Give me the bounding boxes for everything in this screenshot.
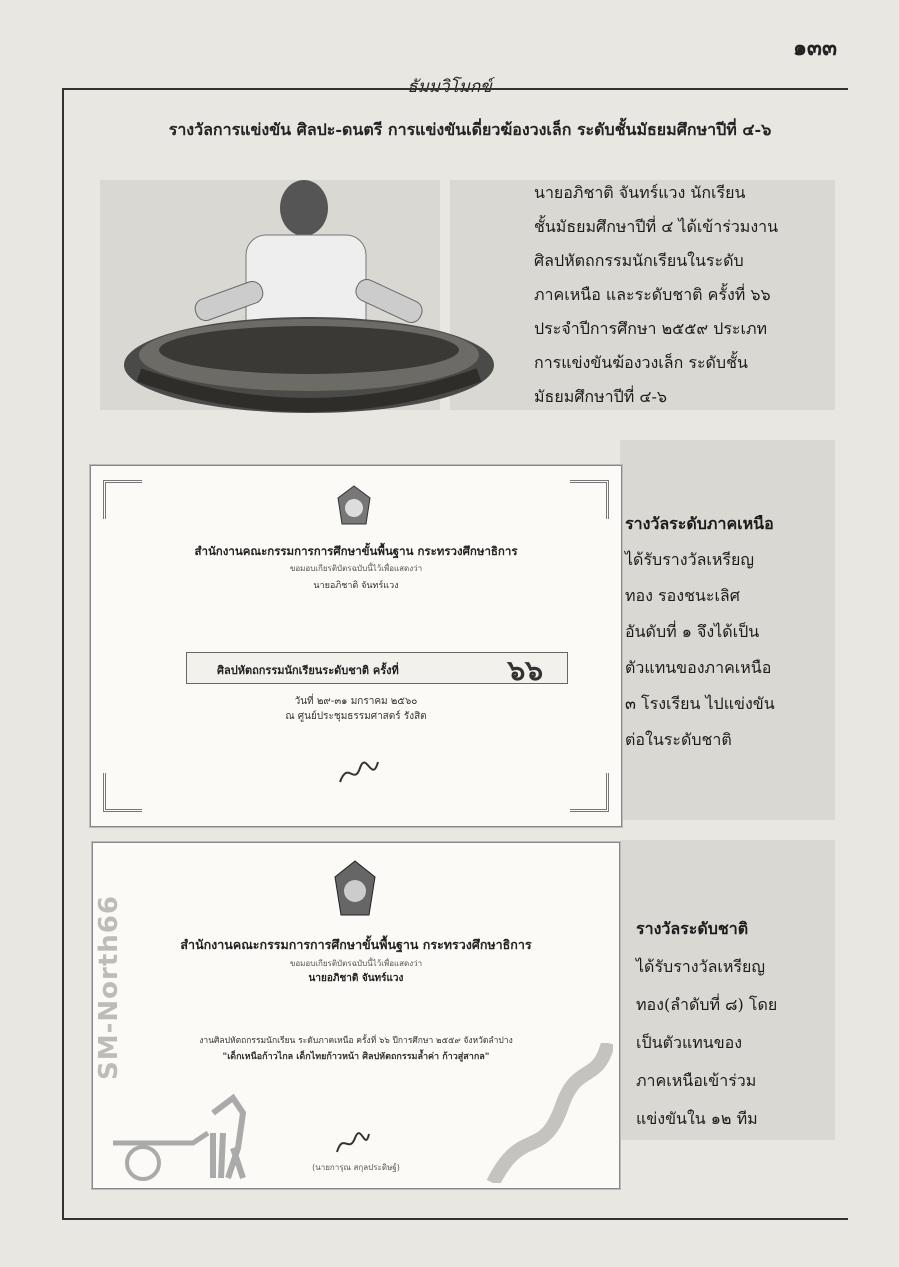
cert1-event-banner: [186, 652, 568, 687]
intro-line: ศิลปหัตถกรรมนักเรียนในระดับ: [534, 251, 744, 270]
northern-award-line: ได้รับรางวัลเหรียญ: [625, 550, 754, 569]
cert2-event: งานศิลปหัตถกรรมนักเรียน ระดับภาคเหนือ ครั้งที่ ๖๖ ปีการศึกษา ๒๕๕๙ จังหวัดลำปาง: [199, 1036, 513, 1046]
corner-ornament: [103, 480, 142, 519]
northern-award-line: ๓ โรงเรียน ไปแข่งขัน: [625, 694, 775, 713]
intro-line: ประจำปีการศึกษา ๒๕๕๙ ประเภท: [534, 319, 768, 338]
page-number: ๑๓๓: [792, 35, 837, 61]
northern-award-text: [625, 506, 815, 758]
cert1-event-number: ๖๖: [507, 654, 543, 687]
main-heading: รางวัลการแข่งขัน ศิลปะ-ดนตรี การแข่งขันเดี่ยวฆ้องวงเล็ก ระดับชั้นมัธยมศึกษาปีที่ ๔-๖: [168, 120, 772, 139]
northern-award-title: รางวัลระดับภาคเหนือ: [625, 514, 774, 533]
national-award-line: เป็นตัวแทนของ: [636, 1033, 743, 1052]
corner-ornament: [570, 480, 609, 519]
national-award-title: รางวัลระดับชาติ: [636, 919, 749, 938]
national-award-line: ได้รับรางวัลเหรียญ: [636, 957, 765, 976]
cert2-slogan: "เด็กเหนือก้าวไกล เด็กไทยก้าวหน้า ศิลปหัตถกรรมล้ำค่า ก้าวสู่สากล": [222, 1052, 490, 1062]
horse-carriage-icon: [103, 1093, 273, 1183]
header-title-text: ธัมมวิโมกข์: [395, 77, 504, 97]
cert2-line2: ขอมอบเกียรติบัตรฉบับนี้ไว้เพื่อแสดงว่า: [289, 959, 423, 968]
naga-ornament-icon: [483, 1043, 613, 1183]
cert2-name: นายอภิชาติ จันทร์แวง: [308, 973, 404, 984]
signature-icon: [336, 756, 382, 790]
cert1-agency: สำนักงานคณะกรรมการการศึกษาขั้นพื้นฐาน กระทรวงศึกษาธิการ: [194, 544, 518, 558]
intro-line: การแข่งขันฆ้องวงเล็ก ระดับชั้น: [534, 353, 748, 372]
student-gong-photo: [124, 160, 496, 445]
intro-paragraph: [534, 176, 834, 414]
intro-line: นายอภิชาติ จันทร์แวง นักเรียน: [534, 183, 746, 202]
emblem-icon: [333, 859, 377, 919]
northern-award-line: อันดับที่ ๑ จึงได้เป็น: [625, 622, 760, 641]
intro-line: ภาคเหนือ และระดับชาติ ครั้งที่ ๖๖: [534, 285, 771, 304]
signature-icon: [333, 1128, 373, 1158]
cert2-watermark: SM-North66: [94, 895, 124, 1080]
certificate-northern: [92, 842, 620, 1189]
northern-award-line: ต่อในระดับชาติ: [625, 730, 732, 749]
emblem-icon: [336, 484, 372, 528]
national-award-line: แข่งขันใน ๑๒ ทีม: [636, 1109, 758, 1128]
cert1-date: วันที่ ๒๙-๓๑ มกราคม ๒๕๖๐: [294, 696, 418, 707]
cert1-event: ศิลปหัตถกรรมนักเรียนระดับชาติ ครั้งที่: [217, 664, 399, 677]
national-award-text: [636, 910, 816, 1138]
corner-ornament: [103, 773, 142, 812]
national-award-line: ทอง(ลำดับที่ ๘) โดย: [636, 995, 778, 1014]
certificate-national: [90, 465, 622, 827]
northern-award-line: ทอง รองชนะเลิศ: [625, 586, 740, 605]
national-award-line: ภาคเหนือเข้าร่วม: [636, 1071, 757, 1090]
cert1-line2: ขอมอบเกียรติบัตรฉบับนี้ไว้เพื่อแสดงว่า: [289, 564, 423, 573]
cert2-agency: สำนักงานคณะกรรมการการศึกษาขั้นพื้นฐาน กระทรวงศึกษาธิการ: [180, 937, 532, 952]
cert2-signer: (นายการุณ สกุลประดิษฐ์): [312, 1163, 400, 1172]
northern-award-line: ตัวแทนของภาคเหนือ: [625, 658, 772, 677]
corner-ornament: [570, 773, 609, 812]
intro-line: มัธยมศึกษาปีที่ ๔-๖: [534, 387, 668, 406]
cert1-name: นายอภิชาติ จันทร์แวง: [313, 581, 399, 591]
cert1-place: ณ ศูนย์ประชุมธรรมศาสตร์ รังสิต: [285, 711, 427, 722]
intro-line: ชั้นมัธยมศึกษาปีที่ ๔ ได้เข้าร่วมงาน: [534, 217, 779, 236]
